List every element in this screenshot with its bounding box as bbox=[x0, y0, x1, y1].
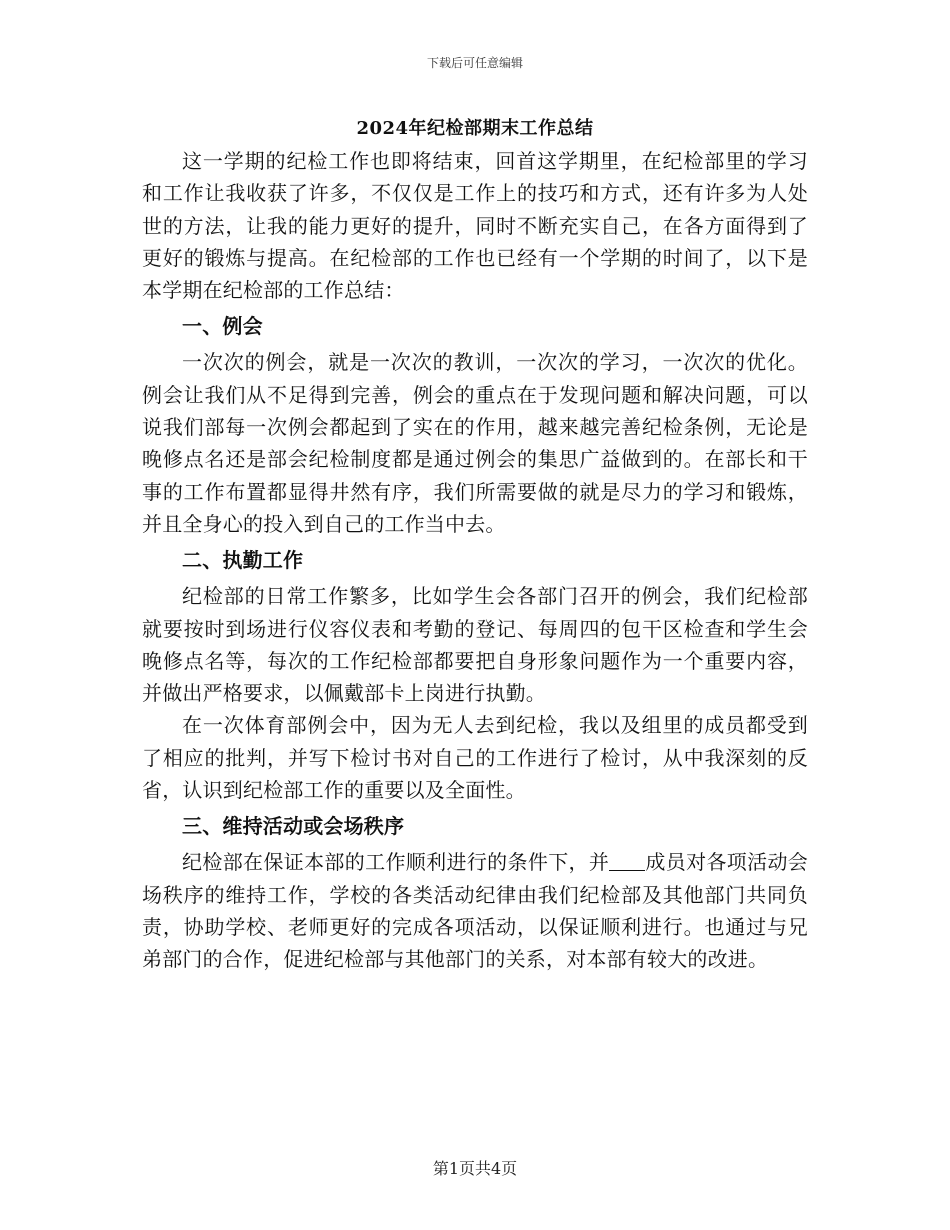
order-text-after-blank: 成员对各项活动会场秩序的维持工作，学校的各类活动纪律由我们纪检部及其他部门共同负责，协助学校、老师更好的完成各项活动，以保证顺利进行。也通过与兄弟部门的合作，促进纪检部与其他部门的关系，对本部有较大的改进。 bbox=[142, 850, 808, 972]
document-body bbox=[142, 145, 808, 976]
order-text-before-blank: 纪检部在保证本部的工作顺利进行的条件下，并 bbox=[182, 850, 610, 875]
section-order-paragraph bbox=[142, 846, 808, 975]
section-duty-paragraph-2: 在一次体育部例会中，因为无人去到纪检，我以及组里的成员都受到了相应的批判，并写下检讨书对自己的工作进行了检讨，从中我深刻的反省，认识到纪检部工作的重要以及全面性。 bbox=[142, 713, 808, 803]
header-note: 下载后可任意编辑 bbox=[426, 56, 523, 70]
page-footer: 第1页共4页 bbox=[432, 1159, 518, 1178]
section-heading-order: 三、维持活动或会场秩序 bbox=[182, 814, 405, 839]
section-duty-paragraph-1: 纪检部的日常工作繁多，比如学生会各部门召开的例会，我们纪检部就要按时到场进行仪容仪表和考勤的登记、每周四的包干区检查和学生会晚修点名等，每次的工作纪检部都要把自身形象问题作为一个重要内容，并做出严格要求，以佩戴部卡上岗进行执勤。 bbox=[142, 584, 808, 706]
intro-paragraph: 这一学期的纪检工作也即将结束，回首这学期里，在纪检部里的学习和工作让我收获了许多，不仅仅是工作上的技巧和方式，还有许多为人处世的方法，让我的能力更好的提升，同时不断充实自己，在各方面得到了更好的锻炼与提高。在纪检部的工作也已经有一个学期的时间了，以下是本学期在纪检部的工作总结： bbox=[142, 149, 808, 303]
document-title: 2024年纪检部期末工作总结 bbox=[356, 118, 594, 139]
section-heading-duty: 二、执勤工作 bbox=[182, 548, 304, 573]
section-meeting-paragraph: 一次次的例会，就是一次次的教训，一次次的学习，一次次的优化。例会让我们从不足得到完善，例会的重点在于发现问题和解决问题，可以说我们部每一次例会都起到了实在的作用，越来越完善纪检条例，无论是晚修点名还是部会纪检制度都是通过例会的集思广益做到的。在部长和干事的工作布置都显得井然有序，我们所需要做的就是尽力的学习和锻炼，并且全身心的投入到自己的工作当中去。 bbox=[142, 350, 808, 536]
fill-in-blank bbox=[609, 850, 645, 871]
section-heading-meeting: 一、例会 bbox=[182, 314, 263, 339]
